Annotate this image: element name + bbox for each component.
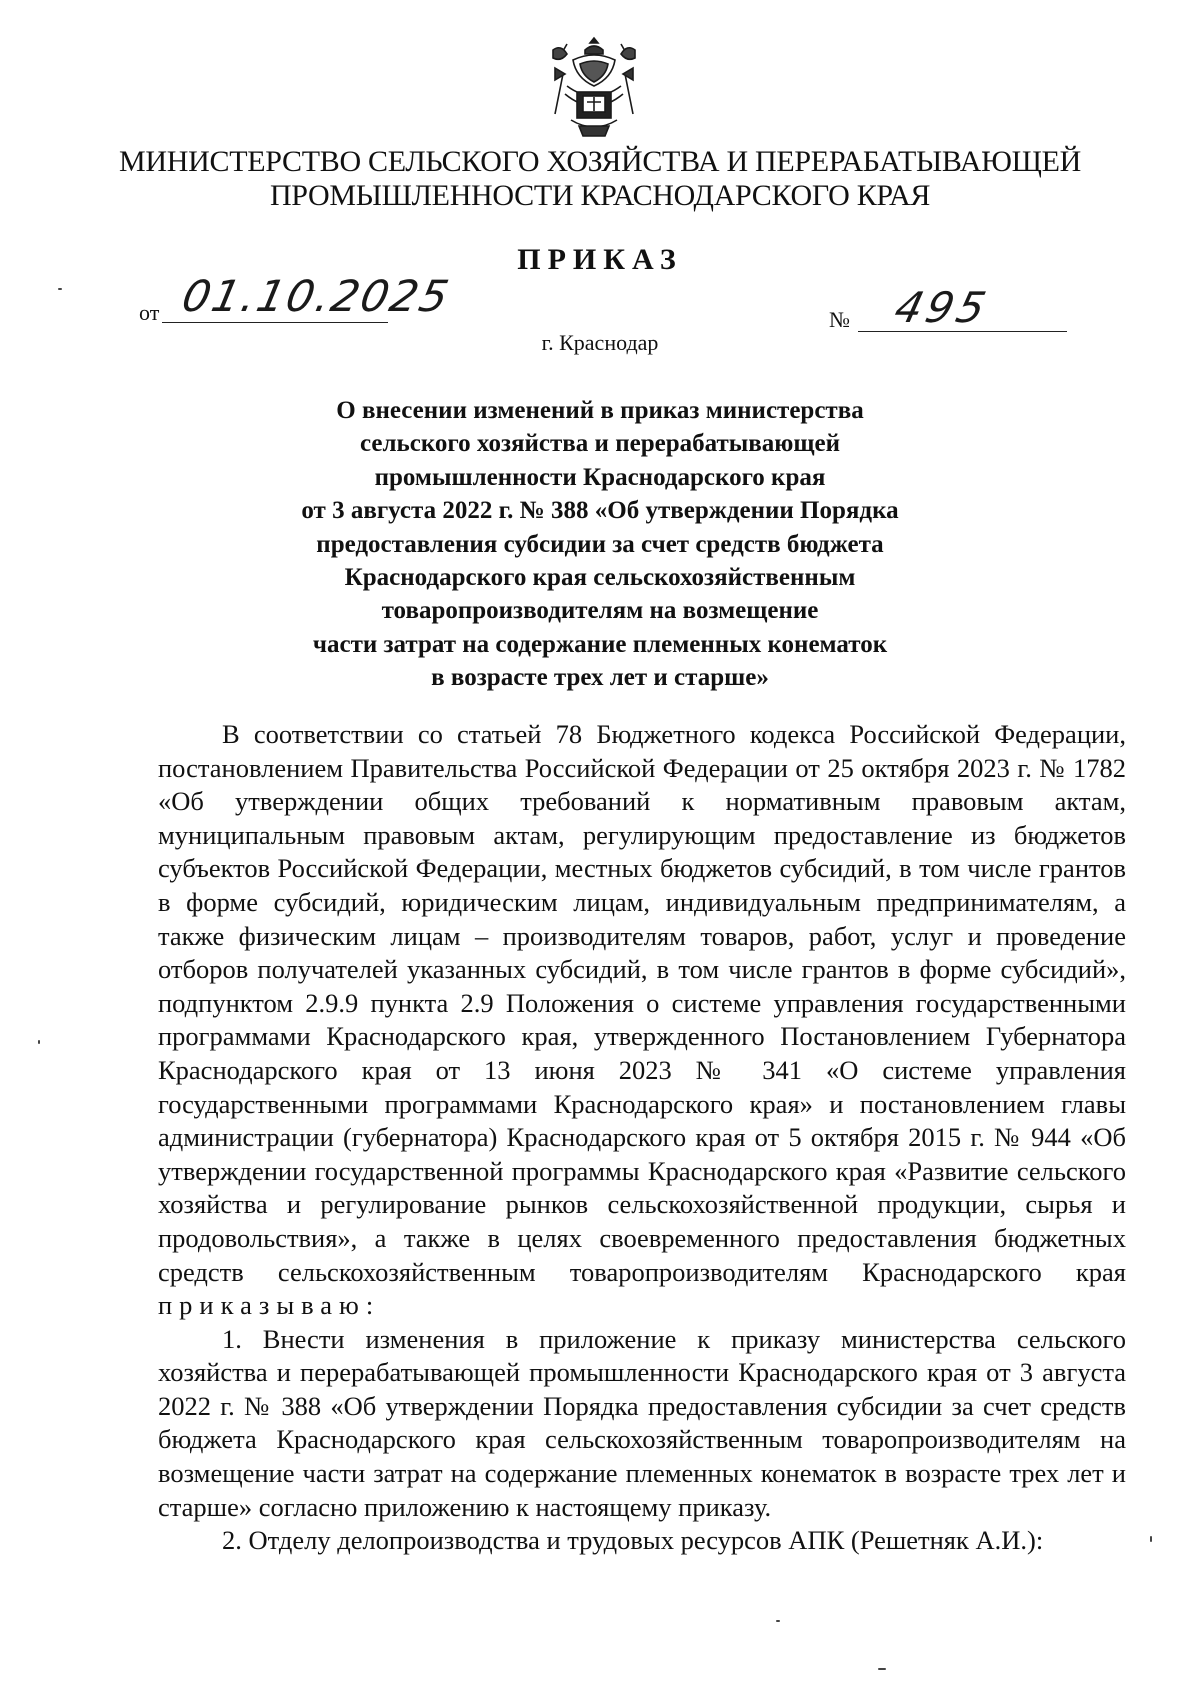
- scan-speck: [776, 1620, 780, 1622]
- subject-line: промышленности Краснодарского края: [374, 463, 826, 491]
- scan-speck: [878, 1668, 886, 1670]
- ministry-name-line-1: МИНИСТЕРСТВО СЕЛЬСКОГО ХОЗЯЙСТВА И ПЕРЕРАБАТЫВАЮЩЕЙ: [119, 145, 1081, 178]
- scan-speck: [38, 1040, 40, 1044]
- order-body: [158, 718, 1126, 1558]
- city-label: г. Краснодар: [541, 330, 659, 355]
- subject-line: О внесении изменений в приказ министерства: [336, 397, 864, 424]
- subject-line: Краснодарского края сельскохозяйственным: [344, 564, 856, 592]
- preamble-paragraph: [158, 718, 1126, 1323]
- preamble-text: В соответствии со статьей 78 Бюджетного кодекса Российской Федерации, постановлением Правительства Российской Федерации от 25 октября 2023 г. № 1782 «Об утверждении общих требований к нормативным правовым актам, муниципальным правовым актам, регулирующим предоставление из бюджетов субъектов Российской Федерации, местных бюджетов субсидий, в том числе грантов в форме субсидий, юридическим лицам, индивидуальным предпринимателям, а также физическим лицам – производителям товаров, работ, услуг и проведение отборов получателей указанных субсидий, в том числе грантов в форме субсидий», подпунктом 2.9.9 пункта 2.9 Положения о системе управления государственными программами Краснодарского края, утвержденного Постановлением Губернатора Краснодарского края от 13 июня 2023 № 341 «О системе управления государственными программами Краснодарского края» и постановлением главы администрации (губернатора) Краснодарского края от 5 октября 2015 г. № 944 «Об утверждении государственной программы Краснодарского края «Развитие сельского хозяйства и регулирование рынков сельскохозяйственной продукции, сырья и продовольствия», а также в целях своевременного предоставления бюджетных средств сельскохозяйственным товаропроизводителям Краснодарского края: [158, 719, 1126, 1287]
- scan-speck: [58, 288, 62, 290]
- scan-speck: [1150, 1536, 1152, 1542]
- subject-line: от 3 августа 2022 г. № 388 «Об утверждении Порядка: [301, 497, 899, 525]
- subject-line: предоставления субсидии за счет средств бюджета: [316, 530, 884, 558]
- coat-of-arms-icon: [547, 34, 641, 140]
- subject-line: товаропроизводителям на возмещение: [381, 597, 819, 625]
- handwritten-number: 495: [889, 283, 995, 332]
- document-type-title: ПРИКАЗ: [517, 243, 683, 276]
- date-underline: [162, 322, 388, 323]
- subject-line: в возрасте трех лет и старше»: [431, 664, 769, 692]
- order-keyword: приказываю:: [158, 1290, 381, 1321]
- clause-1-paragraph: 1. Внести изменения в приложение к приказу министерства сельского хозяйства и перерабатывающей промышленности Краснодарского края от 3 августа 2022 г. № 388 «Об утверждении Порядка предоставления субсидии за счет средств бюджета Краснодарского края сельскохозяйственным товаропроизводителям на возмещение части затрат на содержание племенных конематок в возрасте трех лет и старше» согласно приложению к настоящему приказу.: [158, 1323, 1126, 1522]
- ministry-name-line-2: ПРОМЫШЛЕННОСТИ КРАСНОДАРСКОГО КРАЯ: [269, 179, 931, 212]
- clause-2-paragraph: 2. Отделу делопроизводства и трудовых ресурсов АПК (Решетняк А.И.):: [222, 1525, 1044, 1556]
- subject-line: сельского хозяйства и перерабатывающей: [360, 430, 840, 458]
- handwritten-date: 01.10.2025: [177, 272, 455, 322]
- order-subject: [200, 394, 1000, 695]
- number-prefix: №: [829, 307, 850, 332]
- subject-line: части затрат на содержание племенных конематок: [312, 630, 888, 658]
- date-prefix: от: [139, 300, 160, 325]
